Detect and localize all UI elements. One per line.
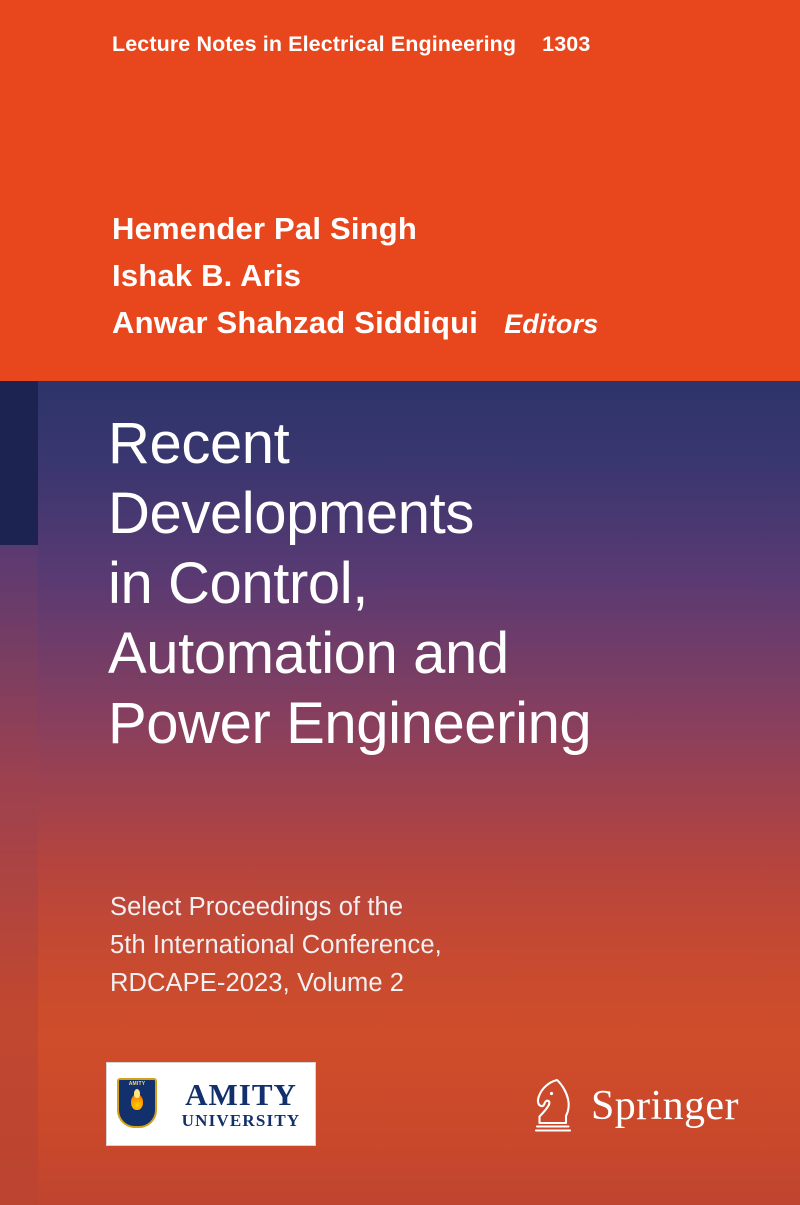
editor-name: Hemender Pal Singh (112, 211, 418, 246)
springer-wordmark: Springer (591, 1083, 739, 1129)
amity-crest-icon (115, 1076, 159, 1132)
title-line: Power Engineering (108, 691, 592, 756)
subtitle-line: 5th International Conference, (110, 931, 442, 959)
editors-role-label: Editors (504, 309, 599, 339)
series-line (112, 32, 590, 57)
amity-name: AMITY (185, 1076, 297, 1112)
title-line: Recent (108, 411, 290, 476)
springer-knight-icon (527, 1075, 581, 1137)
amity-subname: UNIVERSITY (181, 1110, 301, 1130)
book-title (108, 409, 748, 759)
series-name: Lecture Notes in Electrical Engineering (112, 32, 517, 56)
title-line: Automation and (108, 621, 509, 686)
left-spine-strip (0, 545, 38, 1205)
book-subtitle (110, 888, 750, 1002)
editor-name-with-role (112, 299, 599, 348)
springer-logo (527, 1075, 739, 1137)
subtitle-line: RDCAPE-2023, Volume 2 (110, 969, 405, 997)
amity-wordmark (167, 1078, 315, 1131)
amity-crest-top-text: AMITY (128, 1081, 146, 1087)
left-navy-strip (0, 381, 38, 545)
subtitle-line: Select Proceedings of the (110, 893, 404, 921)
title-line: Developments (108, 481, 474, 546)
editors-block (112, 205, 599, 348)
flame-icon (131, 1094, 143, 1110)
editor-name: Ishak B. Aris (112, 258, 302, 293)
title-line: in Control, (108, 551, 368, 616)
series-number: 1303 (542, 32, 591, 56)
editor-name: Anwar Shahzad Siddiqui (112, 305, 479, 340)
amity-university-logo (106, 1062, 316, 1146)
